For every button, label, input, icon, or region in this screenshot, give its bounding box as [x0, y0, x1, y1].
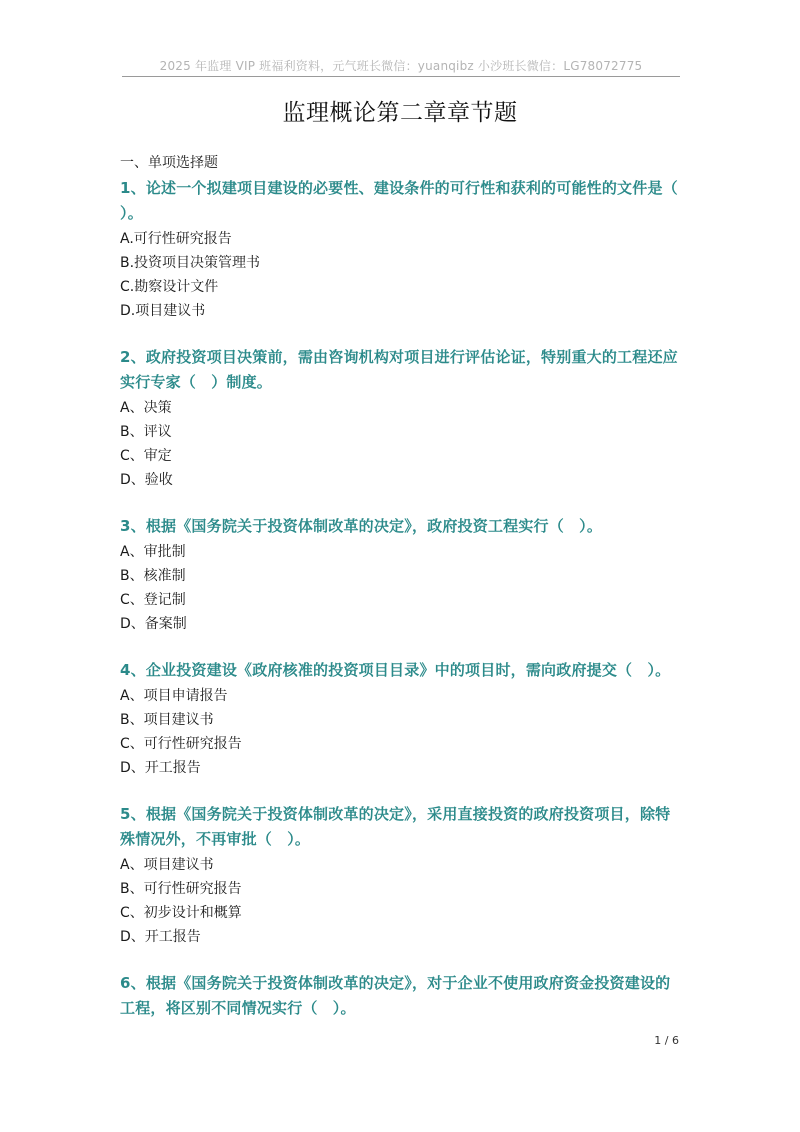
option-a: A、项目建议书 — [120, 857, 214, 873]
question-stem: 4、企业投资建设《政府核准的投资项目目录》中的项目时，需向政府提交（ ）。 — [120, 661, 671, 679]
option-b: B、项目建议书 — [120, 712, 214, 728]
question-4 — [120, 658, 685, 780]
option-a: A.可行性研究报告 — [120, 231, 232, 247]
document-body — [120, 152, 685, 1043]
question-2 — [120, 345, 685, 492]
question-stem: 2、政府投资项目决策前，需由咨询机构对项目进行评估论证，特别重大的工程还应实行专家（ ）制度。 — [120, 348, 678, 391]
option-d: D、开工报告 — [120, 929, 201, 945]
question-stem: 1、论述一个拟建项目建设的必要性、建设条件的可行性和获利的可能性的文件是（ ）。 — [120, 179, 678, 222]
option-a: A、决策 — [120, 400, 172, 416]
question-stem: 6、根据《国务院关于投资体制改革的决定》，对于企业不使用政府资金投资建设的工程，将区别不同情况实行（ ）。 — [120, 974, 671, 1017]
option-c: C、初步设计和概算 — [120, 905, 242, 921]
document-title: 监理概论第二章章节题 — [282, 100, 518, 126]
option-c: C、审定 — [120, 448, 172, 464]
section-heading: 一、单项选择题 — [120, 155, 218, 171]
option-a: A、审批制 — [120, 544, 186, 560]
option-b: B、核准制 — [120, 568, 186, 584]
option-d: D.项目建议书 — [120, 303, 206, 319]
question-5 — [120, 802, 685, 949]
option-b: B.投资项目决策管理书 — [120, 255, 261, 271]
option-a: A、项目申请报告 — [120, 688, 228, 704]
header-divider — [122, 76, 680, 77]
option-c: C、登记制 — [120, 592, 186, 608]
option-d: D、备案制 — [120, 616, 187, 632]
page-number: 1 / 6 — [654, 1034, 679, 1047]
option-c: C、可行性研究报告 — [120, 736, 242, 752]
page-header: 2025 年监理 VIP 班福利资料，元气班长微信：yuanqibz 小沙班长微信：LG78072775 — [159, 59, 643, 73]
question-3 — [120, 514, 685, 636]
question-stem: 5、根据《国务院关于投资体制改革的决定》，采用直接投资的政府投资项目，除特殊情况外，不再审批（ ）。 — [120, 805, 671, 848]
question-stem: 3、根据《国务院关于投资体制改革的决定》，政府投资工程实行（ ）。 — [120, 517, 603, 535]
question-6 — [120, 971, 685, 1021]
option-b: B、可行性研究报告 — [120, 881, 242, 897]
option-c: C.勘察设计文件 — [120, 279, 219, 295]
option-d: D、开工报告 — [120, 760, 201, 776]
option-b: B、评议 — [120, 424, 172, 440]
option-d: D、验收 — [120, 472, 173, 488]
question-1 — [120, 176, 685, 323]
